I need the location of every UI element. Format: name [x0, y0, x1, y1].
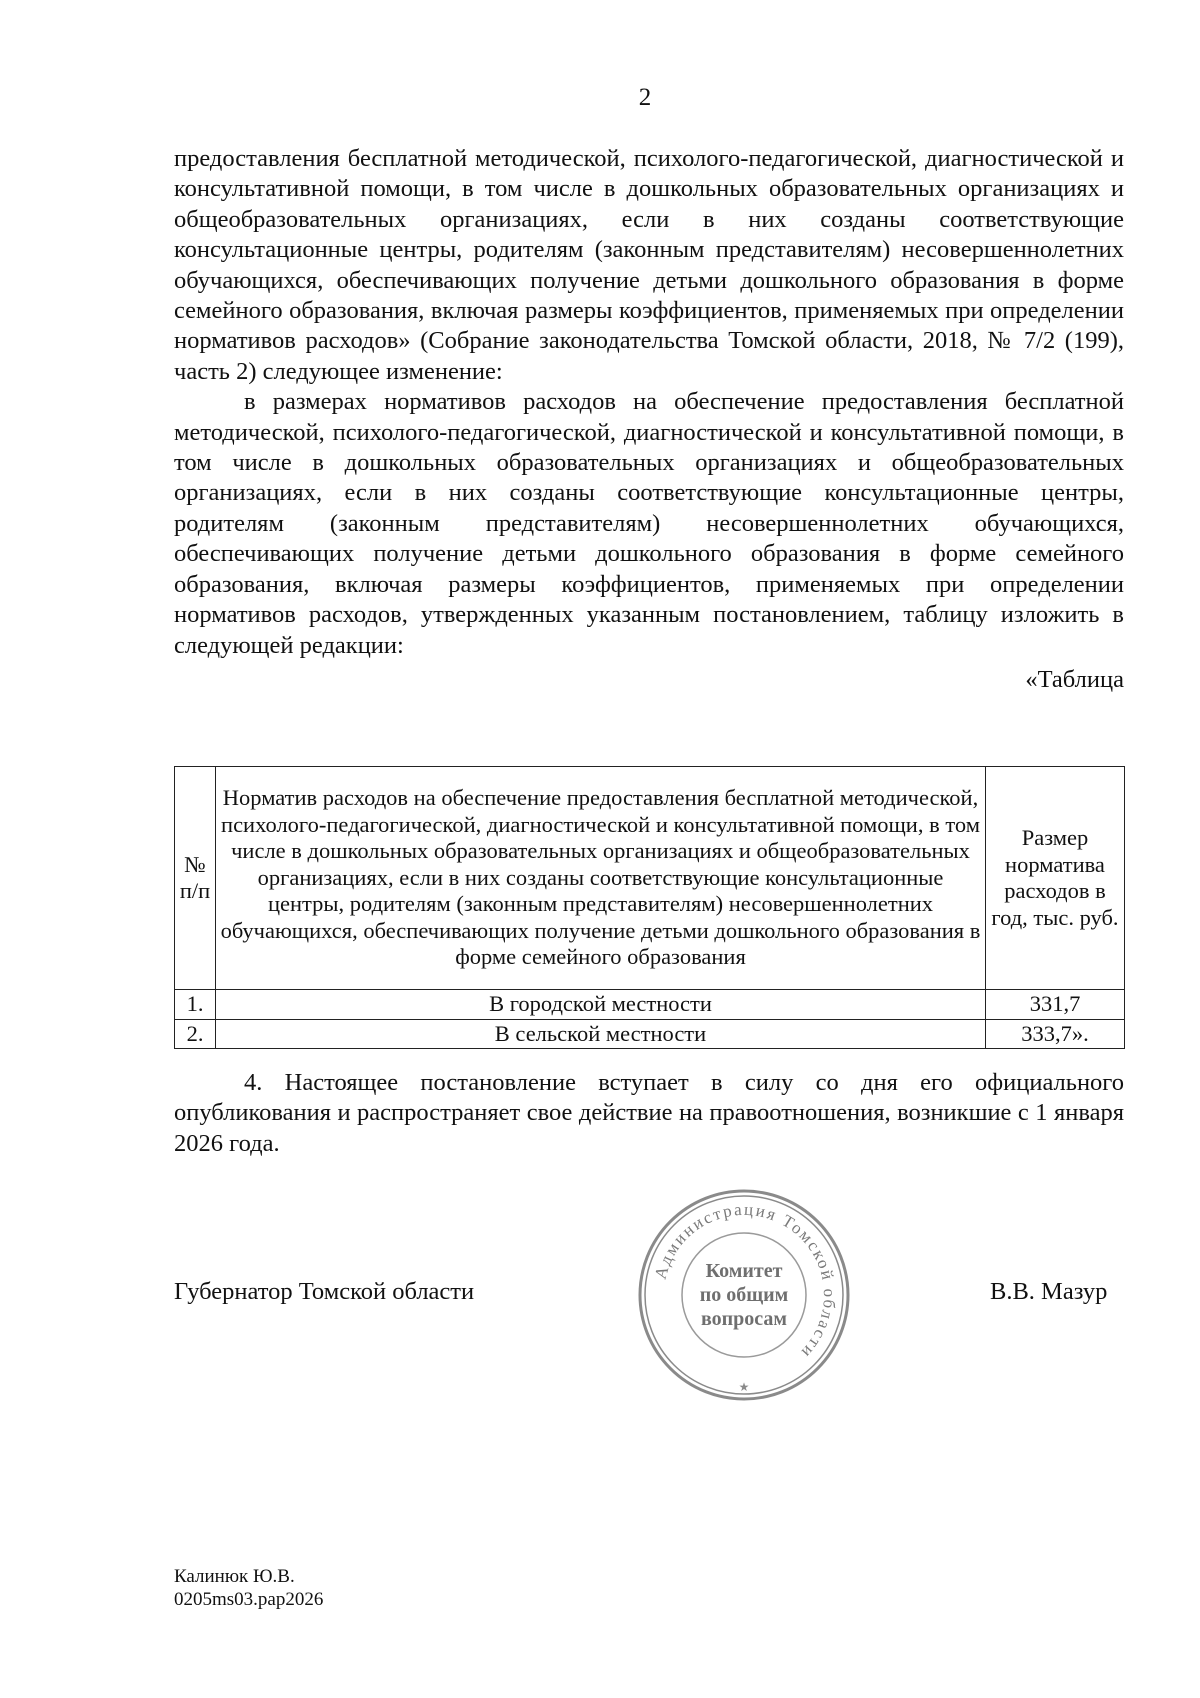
star-icon: ★	[738, 1380, 750, 1394]
row-description: В городской местности	[216, 990, 986, 1020]
row-value: 333,7».	[986, 1019, 1125, 1049]
intro-paragraph: предоставления бесплатной методической, психолого-педагогической, диагностической и консультативной помощи, в том числе в дошкольных образовательных организациях и общеобразовательных организациях, если в них созданы соответствующие консультационные центры, родителям (законным представителям) несовершеннолетних обучающихся, обеспечивающих получение детьми дошкольного образования в форме семейного образования, включая размеры коэффициентов, применяемых при определении нормативов расходов» (Собрание законодательства Томской области, 2018, № 7/2 (199), часть 2) следующее изменение:	[174, 145, 1124, 385]
row-number: 2.	[175, 1019, 216, 1049]
stamp-graphic	[634, 1185, 854, 1405]
header-description: Норматив расходов на обеспечение предоставления бесплатной методической, психолого-педагогической, диагностической и консультативной помощи, в том числе в дошкольных образовательных организациях и общеобразовательных организациях, если в них созданы соответствующие консультационные центры, родителям (законным представителям) несовершеннолетних обучающихся, обеспечивающих получение детьми дошкольного образования в форме семейного образования	[216, 767, 986, 990]
stamp-center-line-1: Комитет	[705, 1260, 783, 1282]
row-number: 1.	[175, 990, 216, 1020]
row-description: В сельской местности	[216, 1019, 986, 1049]
table-header-row	[175, 767, 1125, 990]
table-row	[175, 1019, 1125, 1049]
file-code: 0205ms03.pap2026	[174, 1589, 324, 1610]
table-row	[175, 990, 1125, 1020]
executor-block	[174, 1565, 323, 1611]
signatory-name: В.В. Мазур	[990, 1278, 1108, 1305]
stamp-ring-text: Администрация Томской области	[650, 1199, 840, 1363]
document-body	[174, 144, 1124, 695]
stamp-center-line-2: по общим	[699, 1284, 789, 1306]
header-number: № п/п	[175, 767, 216, 990]
point-4-paragraph: 4. Настоящее постановление вступает в силу со дня его официального опубликования и распространяет свое действие на правоотношения, возникшие с 1 января 2026 года.	[174, 1069, 1124, 1157]
page-number: 2	[638, 84, 652, 111]
table-caption: «Таблица	[1025, 665, 1124, 693]
change-paragraph: в размерах нормативов расходов на обеспечение предоставления бесплатной методической, психолого-педагогической, диагностической и консультативной помощи, в том числе в дошкольных образовательных организациях и общеобразовательных организациях, если в них созданы соответствующие консультационные центры, родителям (законным представителям) несовершеннолетних обучающихся, обеспечивающих получение детьми дошкольного образования в форме семейного образования, включая размеры коэффициентов, применяемых при определении нормативов расходов, утвержденных указанным постановлением, таблицу изложить в следующей редакции:	[174, 388, 1124, 659]
norms-table	[174, 766, 1125, 1049]
stamp-center-line-3: вопросам	[700, 1308, 788, 1330]
signatory-title: Губернатор Томской области	[174, 1278, 475, 1305]
header-size: Размер норматива расходов в год, тыс. руб.	[986, 767, 1125, 990]
executor-name: Калинюк Ю.В.	[174, 1566, 295, 1587]
row-value: 331,7	[986, 990, 1125, 1020]
official-stamp	[634, 1185, 854, 1405]
point-4-section	[174, 1068, 1124, 1159]
